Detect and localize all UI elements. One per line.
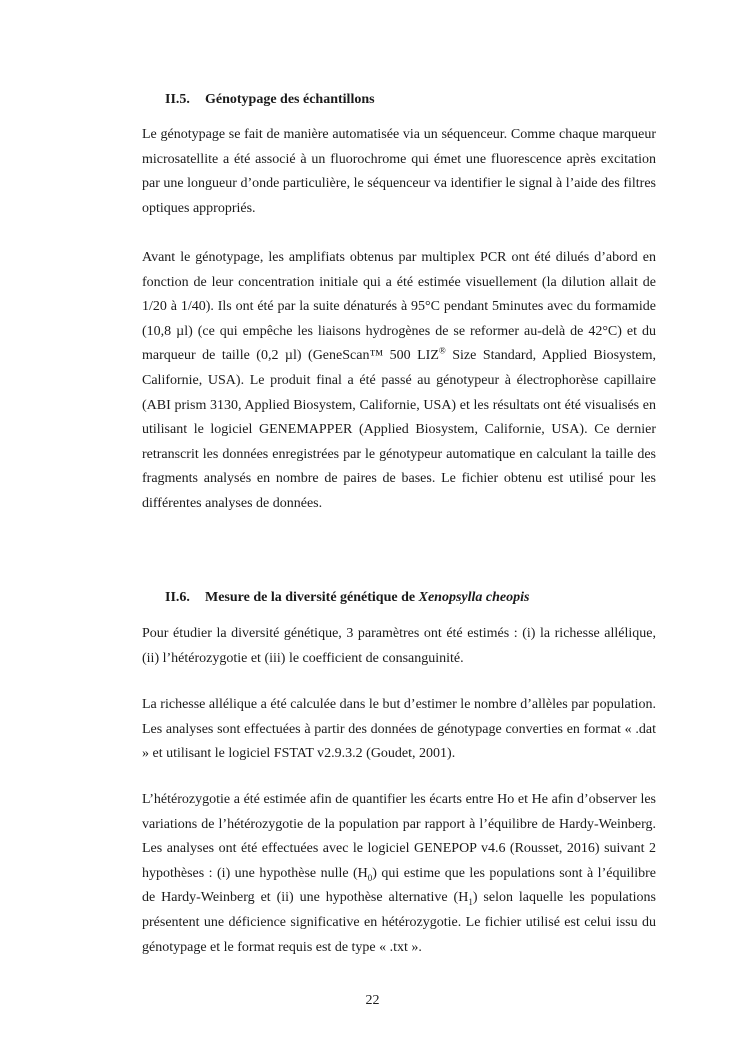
subscript: 1 — [468, 897, 473, 908]
section-heading-ii6 — [165, 588, 529, 608]
section-heading-ii5 — [165, 90, 375, 110]
paragraph: Pour étudier la diversité génétique, 3 paramètres ont été estimés : (i) la richesse allélique, (ii) l’hétérozygotie et (iii) le coefficient de consanguinité. — [142, 626, 656, 666]
section-number: II.6. — [165, 590, 190, 605]
paragraph: Le génotypage se fait de manière automatisée via un séquenceur. Comme chaque marqueur microsatellite a été associé à un fluorochrome qui émet une fluorescence après excitation par une longueur d’onde particulière, le séquenceur va identifier le signal à l’aide des filtres optiques appropriés. — [142, 127, 656, 216]
species-name: Xenopsylla cheopis — [418, 590, 530, 605]
paragraph: L’hétérozygotie a été estimée afin de quantifier les écarts entre Ho et He afin d’observer les variations de l’hétérozygotie de la population par rapport à l’équilibre de Hardy-Weinberg. Les analyses ont été effectuées avec le logiciel GENEPOP v4.6 (Rousset, 2016) suivant 2 hypothèses : (i) une hypothèse nulle $(H_0)$ qui estime que les populations sont à l’équilibre de Hardy-Weinberg et (ii) une hypothèse alternative $(H_1)$ selon laquelle les populations présentent une déficience significative en hétérozygotie. Le fichier utilisé est celui issu du génotypage et le format requis est de type « .txt ». — [142, 792, 656, 955]
page-number: 22 — [365, 993, 380, 1008]
section-title: Mesure de la diversité génétique de — [205, 590, 419, 605]
paragraph: La richesse allélique a été calculée dans le but d’estimer le nombre d’allèles par population. Les analyses sont effectuées à partir des données de génotypage converties en format « .dat » et utilisant le logiciel FSTAT v2.9.3.2 (Goudet, 2001). — [142, 697, 656, 762]
section-number: II.5. — [165, 92, 190, 107]
section-title: Génotypage des échantillons — [205, 92, 375, 107]
registered-mark: ® — [438, 345, 446, 356]
paragraph: Avant le génotypage, les amplifiats obtenus par multiplex PCR ont été dilués d’abord en fonction de leur concentration initiale qui a été estimée visuellement (la dilution allait de 1/20 à 1/40). Ils ont été par la suite dénaturés à 95°C pendant 5minutes avec du formamide (10,8 µl) (ce qui empêche les liaisons hydrogènes de se reformer au-delà de 42°C) et du marqueur de taille (0,2 µl) (GeneScan™ 500 LIZ® Size Standard, Applied Biosystem, Californie, USA). Le produit final a été passé au génotypeur à électrophorèse capillaire (ABI prism 3130, Applied Biosystem, Californie, USA) et les résultats ont été visualisés en utilisant le logiciel GENEMAPPER (Applied Biosystem, Californie, USA). Ce dernier retranscrit les données enregistrées par le génotypeur automatique en calculant la taille des fragments analysés en nombre de paires de bases. Le fichier obtenu est utilisé pour les différentes analyses de données. — [142, 250, 656, 511]
subscript: 0 — [367, 872, 373, 883]
